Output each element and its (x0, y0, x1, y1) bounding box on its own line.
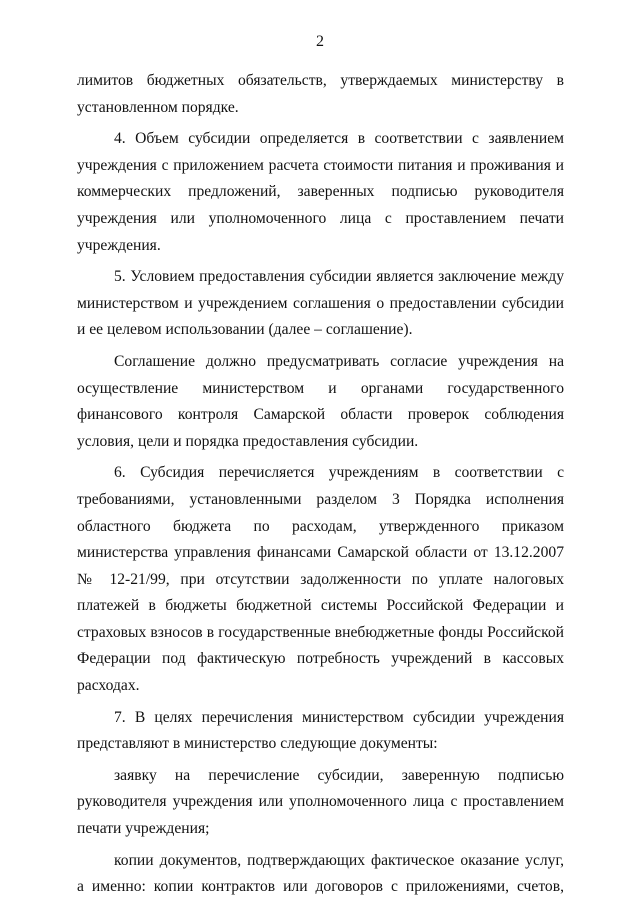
paragraph-item-5: 5. Условием предоставления субсидии является заключение между министерством и учреждением соглашения о предоставлении субсидии и ее целевом использовании (далее – соглашение). (77, 268, 564, 339)
document-body (77, 68, 564, 906)
paragraph-agreement: Соглашение должно предусматривать согласие учреждения на осуществление министерством и органами государственного финансового контроля Самарской области проверок соблюдения условия, цели и порядка предоставления субсидии. (77, 352, 564, 450)
paragraph-copies: копии документов, подтверждающих фактическое оказание услуг, а именно: копии контрактов или договоров с приложениями, счетов, (77, 851, 564, 896)
paragraph-application: заявку на перечисление субсидии, заверенную подписью руководителя учреждения или уполномоченного лица с проставлением печати учреждения; (77, 766, 564, 838)
paragraph-item-4: 4. Объем субсидии определяется в соответствии с заявлением учреждения с приложением расчета стоимости питания и проживания и коммерческих предложений, заверенных подписью руководителя учреждения или уполномоченного лица с проставлением печати учреждения. (77, 130, 564, 254)
paragraph-budget-limits: лимитов бюджетных обязательств, утверждаемых министерству в установленном порядке. (77, 72, 564, 116)
page-number: 2 (316, 33, 324, 50)
paragraph-item-6: 6. Субсидия перечисляется учреждениям в соответствии с требованиями, установленными разделом 3 Порядка исполнения областного бюджета по расходам, утвержденного приказом министерства управления финансами Самарской области от 13.12.2007 № 12-21/99, при отсутствии задолженности по уплате налоговых платежей в бюджеты бюджетной системы Российской Федерации и страховых взносов в государственные внебюджетные фонды Российской Федерации под фактическую потребность учреждений в кассовых расходах. (77, 464, 564, 695)
paragraph-item-7: 7. В целях перечисления министерством субсидии учреждения представляют в министерство следующие документы: (77, 708, 564, 753)
